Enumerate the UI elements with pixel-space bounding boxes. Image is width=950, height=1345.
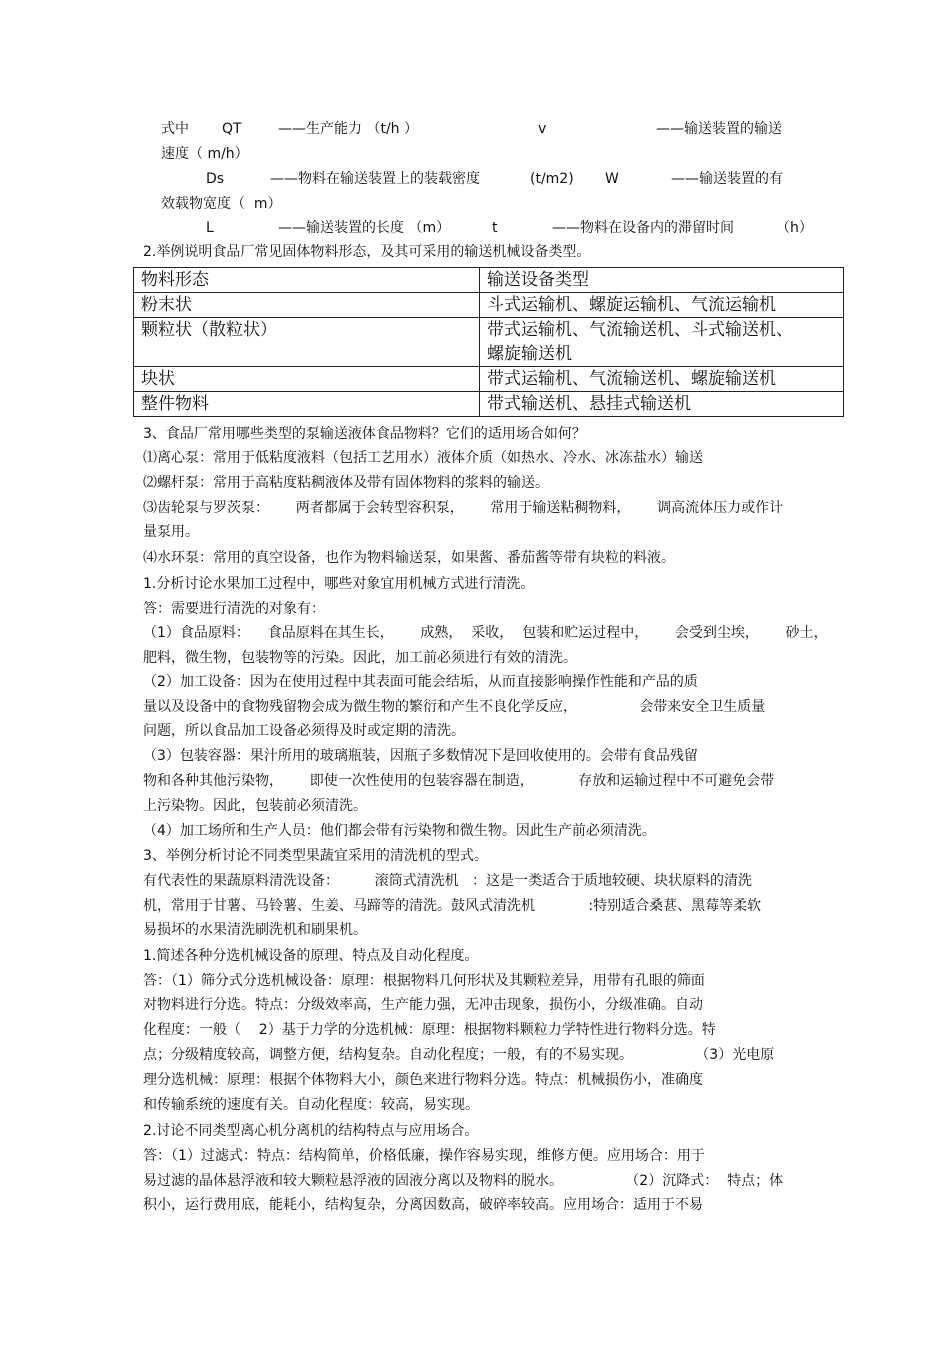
- text-line: 答：（1）筛分式分选机械设备：原理：根据物料几何形状及其颗粒差异，用带有孔眼的筛面: [143, 973, 705, 989]
- table-cell-line: 螺旋输送机: [487, 344, 572, 364]
- formula-desc-residence: ——物料在设备内的滞留时间: [552, 220, 734, 236]
- table-row: [134, 392, 844, 417]
- table-cell: [480, 318, 844, 367]
- text-line: 有代表性的果蔬原料清洗设备： 滚筒式清洗机 ：这是一类适合于质地较硬、块状原料的清洗: [143, 873, 752, 889]
- text-line: 量以及设备中的食物残留物会成为微生物的繁衍和产生不良化学反应， 会带来安全卫生质量: [143, 699, 766, 715]
- text-line: 易过滤的晶体悬浮液和较大颗粒悬浮液的固液分离以及物料的脱水。 （2）沉降式： 特点；体: [143, 1173, 784, 1189]
- text-line: 3、食品厂常用哪些类型的泵输送液体食品物料？它们的适用场合如何？: [143, 426, 586, 442]
- formula-desc-capacity: ——生产能力 （t/h ）: [278, 121, 418, 137]
- text-line: （1）食品原料： 食品原料在其生长， 成熟， 采收， 包装和贮运过程中， 会受到尘埃， 砂土，: [143, 625, 828, 641]
- table-cell: 整件物料: [134, 392, 480, 417]
- text-line: 对物料进行分选。特点：分级效率高，生产能力强，无冲击现象，损伤小，分级准确。自动: [143, 997, 703, 1013]
- question-2-title: 2.举例说明食品厂常见固体物料形态，及其可采用的输送机械设备类型。: [143, 244, 591, 260]
- text-line: ⑴离心泵：常用于低粘度液料（包括工艺用水）液体介质（如热水、冷水、冰冻盐水）输送: [143, 450, 703, 466]
- text-line: （3）包装容器：果汁所用的玻璃瓶装，因瓶子多数情况下是回收使用的。会带有食品残留: [143, 748, 698, 764]
- table-header-cell: 输送设备类型: [480, 268, 844, 293]
- formula-symbol-ds: Ds: [206, 171, 225, 187]
- text-line: 3、举例分析讨论不同类型果蔬宜采用的清洗机的型式。: [143, 848, 488, 864]
- formula-symbol-t: t: [492, 220, 498, 236]
- text-line: ⑶齿轮泵与罗茨泵： 两者都属于会转型容积泵， 常用于输送粘稠物料， 调高流体压力或作计: [143, 500, 784, 516]
- formula-symbol-w: W: [605, 171, 619, 187]
- formula-desc-density: ——物料在输送装置上的装载密度: [270, 171, 480, 187]
- text-line: （4）加工场所和生产人员：他们都会带有污染物和微生物。因此生产前必须清洗。: [143, 823, 656, 839]
- text-line: 肥料，微生物，包装物等的污染。因此，加工前必须进行有效的清洗。: [143, 650, 577, 666]
- formula-symbol-l: L: [206, 220, 214, 236]
- text-line: ⑵螺杆泵：常用于高粘度粘稠液体及带有固体物料的浆料的输送。: [143, 475, 549, 491]
- table-cell-line: 带式运输机、气流输送机、斗式输送机、: [487, 320, 793, 340]
- table-row: [134, 318, 844, 367]
- text-line: 量泵用。: [143, 524, 199, 540]
- formula-unit-h: （h）: [776, 220, 813, 236]
- text-line: 物和各种其他污染物， 即使一次性使用的包装容器在制造， 存放和运输过程中不可避免会带: [143, 773, 775, 789]
- formula-symbol-qt: QT: [222, 121, 242, 137]
- text-line: （2）加工设备：因为在使用过程中其表面可能会结垢，从而直接影响操作性能和产品的质: [143, 674, 698, 690]
- text-line: 答：需要进行清洗的对象有：: [143, 601, 325, 617]
- material-conveyor-table: [133, 267, 844, 417]
- text-line: 理分选机械：原理：根据个体物料大小，颜色来进行物料分选。特点：机械损伤小，准确度: [143, 1072, 703, 1088]
- text-line: 1.简述各种分选机械设备的原理、特点及自动化程度。: [143, 948, 479, 964]
- formula-label-shizhong: 式中: [161, 121, 189, 137]
- text-line: 答：（1）过滤式：特点：结构简单，价格低廉，操作容易实现，维修方便。应用场合：用于: [143, 1148, 705, 1164]
- formula-line-2: 速度（ m/h）: [161, 146, 249, 162]
- formula-desc-width: ——输送装置的有: [671, 171, 783, 187]
- table-cell: 颗粒状（散粒状）: [134, 318, 480, 367]
- table-cell: 带式输送机、悬挂式输送机: [480, 392, 844, 417]
- table-cell: 粉末状: [134, 293, 480, 318]
- table-cell: 块状: [134, 367, 480, 392]
- table-row: [134, 367, 844, 392]
- table-cell: 斗式运输机、螺旋运输机、气流运输机: [480, 293, 844, 318]
- text-line: 点；分级精度较高，调整方便，结构复杂。自动化程度；一般，有的不易实现。 （3）光电原: [143, 1047, 775, 1063]
- text-line: 积小，运行费用底，能耗小，结构复杂，分离因数高，破碎率较高。应用场合：适用于不易: [143, 1197, 703, 1213]
- formula-unit-tm2: (t/m2): [530, 171, 574, 187]
- text-line: ⑷水环泵：常用的真空设备，也作为物料输送泵，如果酱、番茄酱等带有块粒的料液。: [143, 550, 675, 566]
- text-line: 和传输系统的速度有关。自动化程度：较高，易实现。: [143, 1097, 479, 1113]
- formula-desc-length: ——输送装置的长度 （m）: [278, 220, 451, 236]
- text-line: 问题，所以食品加工设备必须得及时或定期的清洗。: [143, 723, 465, 739]
- text-line: 化程度：一般（ 2）基于力学的分选机械：原理：根据物料颗粒力学特性进行物料分选。特: [143, 1022, 716, 1038]
- formula-line-4: 效载物宽度（ m）: [161, 196, 282, 212]
- text-line: 上污染物。因此，包装前必须清洗。: [143, 798, 367, 814]
- table-row: [134, 293, 844, 318]
- text-line: 易损坏的水果清洗刷洗机和刷果机。: [143, 922, 367, 938]
- formula-desc-speed: ——输送装置的输送: [656, 121, 782, 137]
- text-line: 机，常用于甘薯、马铃薯、生姜、马蹄等的清洗。鼓风式清洗机 :特别适合桑葚、黑莓等柔软: [143, 898, 762, 914]
- text-line: 1.分析讨论水果加工过程中，哪些对象宜用机械方式进行清洗。: [143, 576, 535, 592]
- formula-symbol-v: v: [538, 121, 547, 137]
- table-cell: 带式运输机、气流输送机、螺旋输送机: [480, 367, 844, 392]
- text-line: 2.讨论不同类型离心机分离机的结构特点与应用场合。: [143, 1123, 479, 1139]
- table-header-row: [134, 268, 844, 293]
- table-header-cell: 物料形态: [134, 268, 480, 293]
